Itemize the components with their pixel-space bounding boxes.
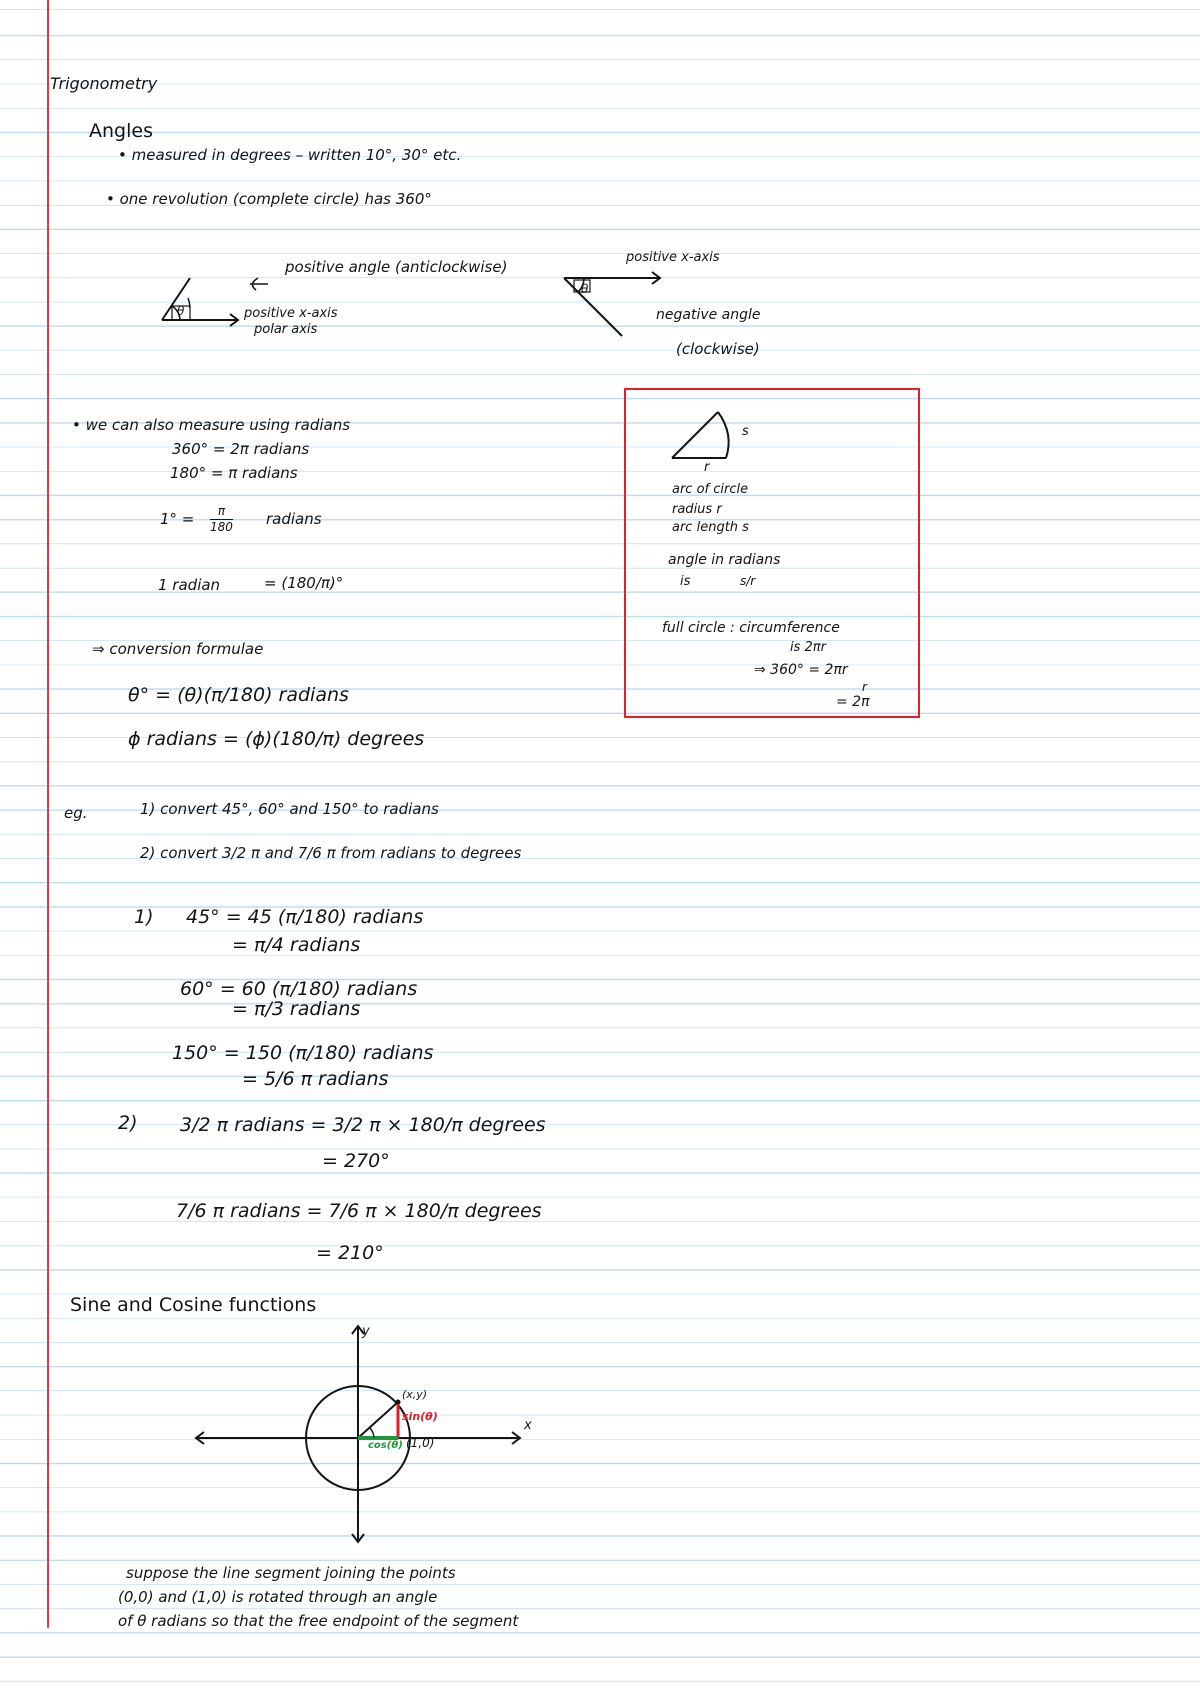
one-degree-numerator: π: [217, 504, 226, 518]
one-radian-lhs: 1 radian: [158, 576, 221, 594]
answer-1-line-1: 45° = 45 (π/180) radians: [186, 906, 424, 928]
answer-2-line-3: 7/6 π radians = 7/6 π × 180/π degrees: [176, 1200, 542, 1222]
box-line-6: full circle : circumference: [662, 620, 840, 636]
paragraph-line-2: (0,0) and (1,0) is rotated through an angle: [118, 1588, 438, 1606]
answer-2-line-2: = 270°: [322, 1150, 390, 1172]
angles-bullet-1: • measured in degrees – written 10°, 30° etc.: [118, 146, 462, 164]
box-line-5-fraction: s/r: [740, 574, 756, 588]
one-radian-rhs: = (180/π)°: [264, 574, 344, 592]
positive-angle-label: positive angle (anticlockwise): [285, 258, 508, 276]
example-question-1: 1) convert 45°, 60° and 150° to radians: [140, 800, 439, 818]
answer-2-line-4: = 210°: [316, 1242, 384, 1264]
arc-sector-diagram: [668, 408, 748, 464]
answer-2-number: 2): [118, 1112, 138, 1134]
conversion-heading: ⇒ conversion formulae: [92, 640, 264, 658]
y-axis-label: y: [362, 1324, 370, 1339]
box-line-2: radius r: [672, 502, 722, 517]
x-axis-label: x: [524, 1418, 532, 1433]
answer-1-line-3: 60° = 60 (π/180) radians: [180, 978, 418, 1000]
paragraph-line-1: suppose the line segment joining the points: [126, 1564, 456, 1582]
box-line-8-denominator: r: [862, 680, 867, 694]
one-degree-lhs: 1° =: [160, 510, 195, 528]
point-xy-label: (x,y): [402, 1388, 428, 1401]
page-title: Trigonometry: [50, 74, 158, 93]
arc-r-label: r: [704, 460, 710, 475]
box-line-5: is: [680, 574, 691, 589]
angles-bullet-2: • one revolution (complete circle) has 360°: [106, 190, 432, 208]
answer-1-line-6: = 5/6 π radians: [242, 1068, 389, 1090]
one-degree-denominator: 180: [210, 520, 233, 534]
conversion-formula-2: ϕ radians = (ϕ)(180/π) degrees: [128, 728, 425, 750]
answer-1-line-5: 150° = 150 (π/180) radians: [172, 1042, 434, 1064]
one-degree-rhs: radians: [266, 510, 322, 528]
answer-1-line-2: = π/4 radians: [232, 934, 361, 956]
box-line-8: ⇒ 360° = 2πr: [754, 662, 848, 678]
clockwise-label: (clockwise): [676, 340, 760, 358]
point-10-label: (1,0): [406, 1436, 435, 1450]
box-line-1: arc of circle: [672, 482, 749, 497]
answer-2-line-1: 3/2 π radians = 3/2 π × 180/π degrees: [180, 1114, 546, 1136]
box-line-7: is 2πr: [790, 640, 826, 655]
margin-line: [47, 0, 49, 1628]
conversion-formula-1: θ° = (θ)(π/180) radians: [128, 684, 349, 706]
box-line-3: arc length s: [672, 520, 749, 535]
box-line-4: angle in radians: [668, 552, 781, 568]
positive-x-axis-label-polar: positive x-axis: [244, 306, 338, 321]
radians-line-2: 180° = π radians: [170, 464, 298, 482]
paragraph-line-3: of θ radians so that the free endpoint of the segment: [118, 1612, 519, 1630]
positive-x-axis-label: positive x-axis: [626, 250, 720, 265]
sine-label: sin(θ): [402, 1410, 438, 1423]
unit-circle-diagram: [190, 1320, 540, 1548]
theta-label: θ: [177, 304, 185, 318]
example-label: eg.: [64, 804, 88, 822]
polar-axis-label: polar axis: [254, 322, 318, 337]
cosine-label: cos(θ): [368, 1440, 403, 1451]
angles-heading: Angles: [89, 120, 153, 142]
radians-bullet: • we can also measure using radians: [72, 416, 351, 434]
one-degree-fraction: [210, 505, 233, 534]
example-question-2: 2) convert 3/2 π and 7/6 π from radians to degrees: [140, 844, 522, 862]
box-line-9: = 2π: [836, 694, 870, 710]
negative-angle-label: negative angle: [656, 307, 761, 323]
answer-1-number: 1): [134, 906, 154, 928]
answer-1-line-4: = π/3 radians: [232, 998, 361, 1020]
negative-angle-diagram: [560, 268, 670, 344]
theta-label-negative: θ: [581, 282, 589, 296]
sine-cosine-heading: Sine and Cosine functions: [70, 1294, 317, 1316]
radians-line-1: 360° = 2π radians: [172, 440, 310, 458]
arc-s-label: s: [742, 424, 749, 439]
